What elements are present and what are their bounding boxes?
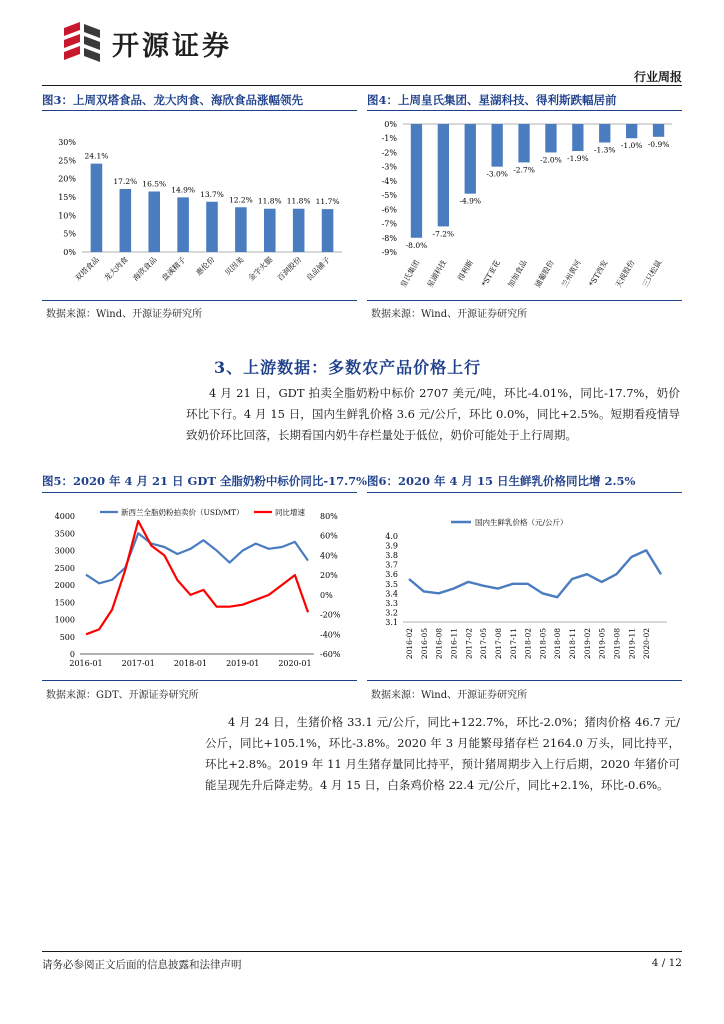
page-number: 4 / 12 <box>651 957 682 969</box>
fig3-ytick: 25% <box>58 156 76 166</box>
fig6-xtick: 2018-05 <box>538 628 548 660</box>
fig4-category-label: 星湖科技 <box>425 258 449 289</box>
fig5-source: 数据来源：GDT、开源证券研究所 <box>46 690 199 701</box>
fig5-ytick-right: 20% <box>320 571 338 581</box>
fig3-ytick: 0% <box>63 248 76 257</box>
document-type: 行业周报 <box>633 70 682 84</box>
fig6-xtick: 2017-02 <box>464 628 474 660</box>
fig3-data-label: 11.8% <box>286 196 311 206</box>
kaiyuan-logo-icon <box>60 18 106 64</box>
fig5-ytick-left: 500 <box>59 632 75 642</box>
fig6-xtick: 2018-11 <box>568 628 578 660</box>
fig6-ytick: 3.2 <box>385 608 398 618</box>
fig3-bar <box>206 202 218 252</box>
fig6-xtick: 2017-08 <box>493 628 503 660</box>
fig4-bar <box>438 124 449 226</box>
fig4-category-label: 天视股份 <box>613 258 637 289</box>
fig4-data-label: -1.3% <box>593 145 616 155</box>
fig5-ytick-right: 80% <box>320 512 338 521</box>
fig4-category-label: 兰州黄河 <box>559 258 583 289</box>
fig6-series-line <box>409 550 661 597</box>
fig5-legend-label: 同比增速 <box>275 508 305 517</box>
header-rule <box>42 85 682 86</box>
fig6-ytick: 3.1 <box>385 618 398 627</box>
fig6-xtick: 2019-11 <box>627 628 637 660</box>
fig3-source: 数据来源：Wind、开源证券研究所 <box>46 309 203 320</box>
fig3-data-label: 17.2% <box>113 176 138 186</box>
fig3-title-rule <box>42 110 357 111</box>
fig4-bar <box>465 124 476 194</box>
fig5-xtick: 2020-01 <box>278 659 312 668</box>
fig4-data-label: -2.7% <box>513 165 535 175</box>
fig5-ytick-right: 40% <box>320 551 338 561</box>
fig3-bar <box>322 209 334 252</box>
fig4-ytick: -8% <box>381 233 397 243</box>
fig4-ytick: -2% <box>381 148 397 158</box>
fig6-ytick: 3.8 <box>385 551 398 561</box>
fig6-xtick: 2016-08 <box>434 628 444 660</box>
fig6-ytick: 4.0 <box>385 532 398 541</box>
fig4-ytick: -1% <box>381 134 397 144</box>
fig3-category-label: 金字火腿 <box>246 255 275 283</box>
fig4-category-label: *ST西发 <box>587 258 610 289</box>
fig5-title: 图5：2020 年 4 月 21 日 GDT 全脂奶粉中标价同比-17.7% <box>42 474 368 488</box>
fig5-xtick: 2018-01 <box>173 659 208 668</box>
fig5-ytick-right: -20% <box>320 610 341 620</box>
fig4-ytick: -9% <box>381 248 397 257</box>
fig6-bottom-rule <box>367 680 682 681</box>
fig4-ytick: -4% <box>381 176 397 186</box>
fig4-bar <box>653 124 664 137</box>
fig4-data-label: -1.9% <box>567 154 589 164</box>
fig3-category-label: 惠伦份 <box>194 255 217 278</box>
fig6-xtick: 2016-02 <box>405 628 414 660</box>
fig6-ytick: 3.4 <box>385 589 398 599</box>
fig5-ytick-right: 60% <box>320 531 338 541</box>
fig4-data-label: -8.0% <box>405 240 428 250</box>
fig6-xtick: 2018-08 <box>553 628 563 660</box>
fig3-category-label: 百润股份 <box>275 255 304 283</box>
fig3-data-label: 12.2% <box>228 195 253 205</box>
fig5-xtick: 2016-01 <box>69 659 103 668</box>
fig3-ytick: 30% <box>58 138 76 147</box>
fig6-xtick: 2019-02 <box>582 628 592 660</box>
fig5-chart <box>42 500 357 678</box>
fig3-category-label: 贝因美 <box>223 255 246 278</box>
fig3-bar <box>177 197 189 252</box>
fig4-data-label: -0.9% <box>647 139 670 149</box>
fig6-legend-label: 国内生鲜乳价格（元/公斤） <box>475 518 568 527</box>
fig3-ytick: 5% <box>63 229 76 239</box>
fig4-data-label: -3.0% <box>486 169 508 179</box>
fig4-chart <box>367 114 682 300</box>
fig6-source: 数据来源：Wind、开源证券研究所 <box>371 690 528 701</box>
fig4-title-rule <box>367 110 682 111</box>
fig3-data-label: 11.7% <box>315 197 340 207</box>
fig5-ytick-right: -60% <box>320 650 341 659</box>
fig5-bottom-rule <box>42 680 357 681</box>
fig4-bar <box>572 124 583 151</box>
company-name: 开源证券 <box>112 31 232 62</box>
fig3-bar <box>293 209 305 252</box>
fig4-bar <box>518 124 529 162</box>
fig4-category-label: 皇氏集团 <box>398 258 422 289</box>
fig3-bottom-rule <box>42 300 357 301</box>
fig4-data-label: -4.9% <box>459 196 482 206</box>
fig5-ytick-left: 3000 <box>54 546 75 556</box>
fig6-ytick: 3.9 <box>385 541 398 551</box>
fig3-ytick: 15% <box>58 193 76 202</box>
fig3-category-label: 盘溪精子 <box>159 255 188 283</box>
fig5-ytick-left: 3500 <box>54 529 75 539</box>
fig5-xtick: 2019-01 <box>226 659 260 668</box>
fig3-data-label: 13.7% <box>200 189 224 199</box>
fig4-bar <box>545 124 556 152</box>
fig3-category-label: 双塔食品 <box>73 255 101 283</box>
fig4-ytick: -7% <box>381 219 397 229</box>
fig4-bar <box>492 124 503 167</box>
fig4-ytick: -6% <box>381 205 397 215</box>
fig5-ytick-left: 0 <box>69 650 75 659</box>
footer-disclaimer: 请务必参阅正文后面的信息披露和法律声明 <box>42 959 242 971</box>
fig6-xtick: 2016-05 <box>419 628 429 660</box>
fig5-title-rule <box>42 492 357 493</box>
fig6-xtick: 2016-11 <box>449 628 459 660</box>
fig6-xtick: 2017-05 <box>479 628 489 660</box>
fig5-xtick: 2017-01 <box>121 659 155 668</box>
fig6-xtick: 2020-02 <box>642 628 652 660</box>
fig6-xtick: 2019-05 <box>597 628 607 660</box>
fig6-title: 图6：2020 年 4 月 15 日生鲜乳价格同比增 2.5% <box>367 474 636 488</box>
fig5-ytick-right: -40% <box>320 630 341 640</box>
fig3-ytick: 20% <box>58 174 76 184</box>
fig3-data-label: 24.1% <box>84 151 109 161</box>
fig4-title: 图4：上周皇氏集团、星湖科技、得利斯跌幅居前 <box>367 93 617 107</box>
fig5-ytick-right: 0% <box>320 590 333 600</box>
section-paragraph: 4 月 21 日，GDT 拍卖全脂奶粉中标价 2707 美元/吨，环比-4.01%，同比-17.7%，奶价环比下行。4 月 15 日，国内生鲜乳价格 3.6 元/公斤，环比 0.0%，同比+2.5%。短期看疫情导致奶价环比回落，长期看国内奶牛存栏量处于低位，奶价可能处于上行周期。 <box>186 386 680 442</box>
fig5-series-line <box>86 521 308 634</box>
fig4-data-label: -2.0% <box>540 155 562 165</box>
fig4-category-label: 三只松鼠 <box>640 258 664 289</box>
footer-rule <box>42 951 682 952</box>
fig4-bar <box>411 124 422 238</box>
fig4-bottom-rule <box>367 300 682 301</box>
fig4-ytick: -3% <box>381 162 397 172</box>
fig3-bar <box>91 164 103 252</box>
fig4-category-label: 加加食品 <box>505 258 529 289</box>
fig4-source: 数据来源：Wind、开源证券研究所 <box>371 309 528 320</box>
fig6-title-rule <box>367 492 682 493</box>
fig4-ytick: 0% <box>384 120 397 129</box>
fig3-ytick: 10% <box>58 211 76 221</box>
fig5-ytick-left: 1500 <box>54 598 75 608</box>
fig4-category-label: 通葡股份 <box>532 258 556 289</box>
fig4-category-label: 得利斯 <box>455 258 475 283</box>
fig6-xtick: 2019-08 <box>612 628 622 660</box>
fig4-data-label: -1.0% <box>620 141 643 151</box>
fig4-bar <box>626 124 637 138</box>
fig3-data-label: 14.9% <box>171 185 196 195</box>
fig6-xtick: 2018-02 <box>523 628 533 660</box>
fig3-title: 图3：上周双塔食品、龙大肉食、海欣食品涨幅领先 <box>42 93 303 107</box>
fig6-ytick: 3.3 <box>385 598 398 608</box>
fig5-ytick-left: 4000 <box>54 512 75 521</box>
fig6-ytick: 3.7 <box>385 560 398 570</box>
fig5-ytick-left: 2000 <box>54 581 75 590</box>
fig5-ytick-left: 2500 <box>54 563 75 573</box>
pig-price-paragraph: 4 月 24 日，生猪价格 33.1 元/公斤，同比+122.7%，环比-2.0%；猪肉价格 46.7 元/公斤，同比+105.1%，环比-3.8%。2020 年 3 月能繁母猪存栏 2164.0 万头，同比持平，环比+2.8%。2019 年 11 月生猪存量同比持平，预计猪周期步入上行后期，2020 年猪价可能呈现先升后降走势。4 月 15 日，白条鸡价格 22.4 元/公斤，同比+2.1%，环比-0.6%。 <box>205 715 680 792</box>
fig5-legend-label: 新西兰全脂奶粉拍卖价（USD/MT） <box>121 508 244 517</box>
fig3-data-label: 11.8% <box>257 196 282 206</box>
section-title: 3、上游数据：多数农产品价格上行 <box>214 358 482 377</box>
fig3-category-label: 良品铺子 <box>304 255 332 283</box>
fig4-ytick: -5% <box>381 191 397 201</box>
fig4-bar <box>599 124 610 142</box>
fig3-category-label: 龙大肉食 <box>102 255 130 283</box>
fig3-bar <box>148 192 160 253</box>
fig3-bar <box>120 189 132 252</box>
fig3-data-label: 16.5% <box>142 179 167 189</box>
fig4-data-label: -7.2% <box>432 229 455 239</box>
fig6-xtick: 2017-11 <box>508 628 518 660</box>
fig6-chart <box>367 500 682 678</box>
fig4-category-label: *ST亚花 <box>479 258 502 289</box>
fig3-category-label: 海欣食品 <box>131 255 159 283</box>
fig3-bar <box>264 209 276 252</box>
fig5-series-line <box>86 533 308 583</box>
fig6-ytick: 3.6 <box>385 570 398 580</box>
fig6-ytick: 3.5 <box>385 579 398 589</box>
fig3-bar <box>235 207 247 252</box>
fig3-chart <box>42 114 357 300</box>
fig5-ytick-left: 1000 <box>54 615 75 625</box>
